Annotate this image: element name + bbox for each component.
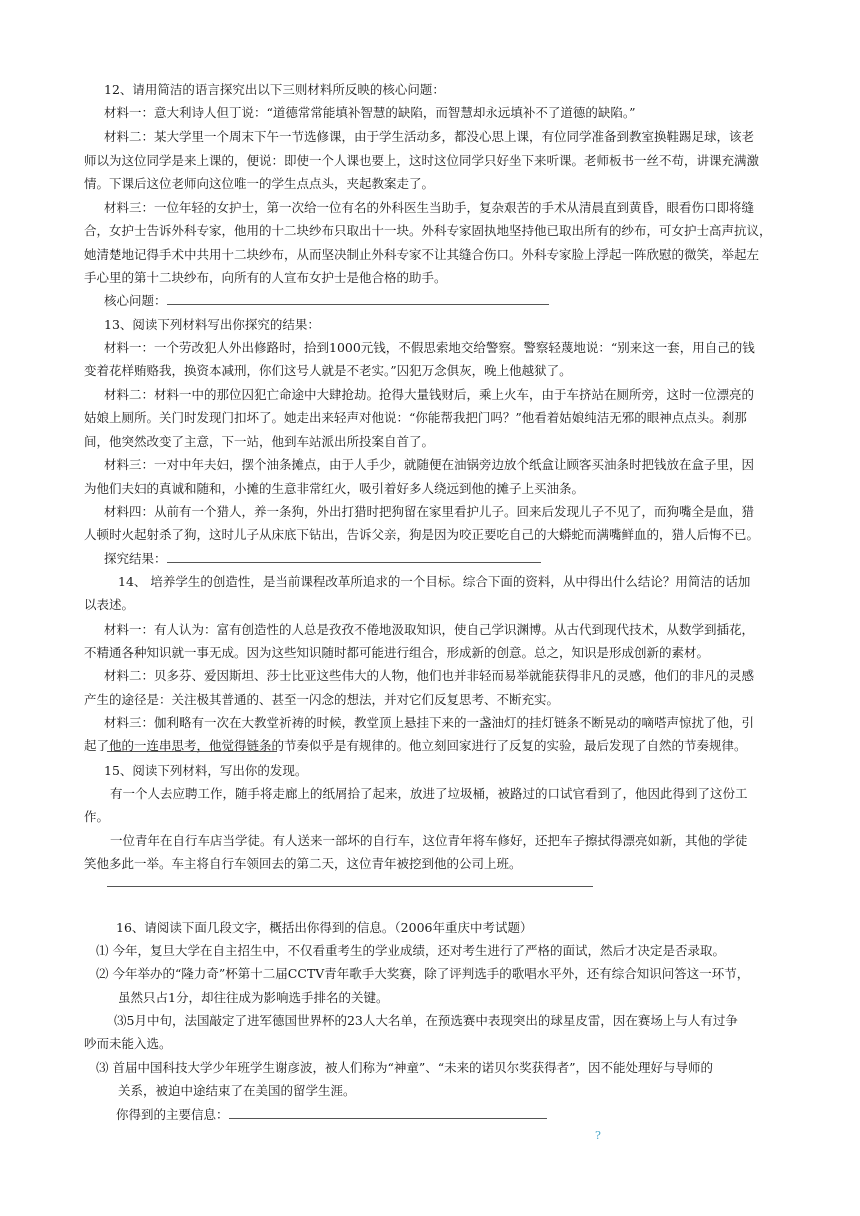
q16-item-2-line-2: 虽然只占1分，却往往成为影响选手排名的关键。 [118,990,389,1005]
q13-answer-row [104,550,541,568]
q14-title-line-1: 14、 培养学生的创造性，是当前课程改革所追求的一个目标。综合下面的资料，从中得出什么结论？用简洁的话加 [118,574,751,589]
q13-title: 13、阅读下列材料写出你探究的结果： [104,317,320,332]
q13-answer-blank[interactable] [167,550,541,563]
page-marker: ? [595,1129,601,1142]
q13-material-4-line-1: 材料四：从前有一个猎人，养一条狗，外出打猎时把狗留在家里看护儿子。回来后发现儿子不见了，而狗嘴全是血，猎 [104,504,755,519]
q16-item-4-line-2: 关系，被迫中途结束了在美国的留学生涯。 [118,1083,356,1098]
q16-item-1: ⑴ 今年，复旦大学在自主招生中，不仅看重考生的学业成绩，还对考生进行了严格的面试，然后才决定是否录取。 [96,943,725,958]
q16-item-2-line-1: ⑵ 今年举办的“隆力奇”杯第十二届CCTV青年歌手大奖赛，除了评判选手的歌唱水平外，还有综合知识问答这一环节， [96,966,750,981]
q12-material-2-line-3: 情。下课后这位老师向这位唯一的学生点点头，夹起教案走了。 [84,176,435,191]
q14-material-3-line-2: 起了他的一连串思考，他觉得链条的节奏似乎是有规律的。他立刻回家进行了反复的实验，最后发现了自然的节奏规律。 [84,738,747,753]
q13-material-2-line-1: 材料二：材料一中的那位囚犯亡命途中大肆抢劫。抢得大量钱财后，乘上火车，由于车挤站在厕所旁，这时一位漂亮的 [104,387,755,402]
q16-item-4-line-1: ⑶ 首届中国科技大学少年班学生谢彦波，被人们称为“神童”、“未来的诺贝尔奖获得者”，因不能处理好与导师的 [96,1060,714,1075]
q16-item-3-line-1: ⑶5月中旬，法国敲定了进军德国世界杯的23人大名单，在预选赛中表现突出的球星皮雷，因在赛场上与人有过争 [114,1013,738,1028]
q12-answer-blank[interactable] [167,292,549,305]
q16-answer-label: 你得到的主要信息： [116,1107,229,1122]
q12-material-3-line-3: 她清楚地记得手术中共用十二块纱布，从而坚决制止外科专家不让其缝合伤口。外科专家脸上浮起一阵欣慰的微笑，举起左 [84,247,760,262]
q13-material-1-line-1: 材料一：一个劳改犯人外出修路时，拾到1000元钱，不假思索地交给警察。警察轻蔑地说：“别来这一套，用自己的钱 [104,340,755,355]
q15-paragraph-2-line-1: 一位青年在自行车店当学徒。有人送来一部坏的自行车，这位青年将车修好，还把车子擦拭得漂亮如新，其他的学徒 [110,833,748,848]
q13-answer-label: 探究结果： [104,551,167,566]
q15-paragraph-2-line-2: 笑他多此一举。车主将自行车领回去的第二天，这位青年被挖到他的公司上班。 [84,856,522,871]
q15-paragraph-1-line-2: 作。 [84,809,110,824]
q12-material-3-line-2: 合，女护士告诉外科专家，他用的十二块纱布只取出十一块。外科专家固执地坚持他已取出所有的纱布，可女护士高声抗议， [84,223,772,238]
q14-material-3-line-1: 材料三：伽利略有一次在大教堂祈祷的时候，教堂顶上悬挂下来的一盏油灯的挂灯链条不断晃动的嘀嗒声惊扰了他，引 [104,715,755,730]
q12-answer-row [104,292,549,310]
q13-material-2-line-2: 姑娘上厕所。关门时发现门扣坏了。她走出来轻声对他说：“你能帮我把门吗？”他看着姑娘纯洁无邪的眼神点点头。刹那 [84,410,747,425]
q12-title: 12、请用简洁的语言探究出以下三则材料所反映的核心问题： [104,82,445,97]
q14-answer-blank[interactable] [107,751,277,752]
q15-paragraph-1-line-1: 有一个人去应聘工作，随手将走廊上的纸屑拾了起来，放进了垃圾桶，被路过的口试官看到了，他因此得到了这份工 [110,786,748,801]
q15-title: 15、阅读下列材料，写出你的发现。 [104,763,308,778]
q13-material-2-line-3: 间，他突然改变了主意，下一站，他到车站派出所投案自首了。 [84,434,435,449]
q13-material-4-line-2: 人顿时火起射杀了狗，这时儿子从床底下钻出，告诉父亲，狗是因为咬正要吃自己的大蟒蛇而满嘴鲜血的，猎人后悔不已。 [84,527,760,542]
q12-material-2-line-2: 师以为这位同学是来上课的，便说：即使一个人课也要上，这时这位同学只好坐下来听课。老师板书一丝不苟，讲课充满激 [84,153,760,168]
q13-material-3-line-2: 为他们夫妇的真诚和随和，小摊的生意非常红火，吸引着好多人绕远到他的摊子上买油条。 [84,481,585,496]
q13-material-3-line-1: 材料三：一对中年夫妇，摆个油条摊点，由于人手少，就随便在油锅旁边放个纸盒让顾客买油条时把钱放在盒子里，因 [104,457,755,472]
q12-answer-label: 核心问题： [104,293,167,308]
q14-material-2-line-2: 产生的途径是：关注极其普通的、甚至一闪念的想法，并对它们反复思考、不断充实。 [84,692,560,707]
q14-material-2-line-1: 材料二：贝多芬、爱因斯坦、莎士比亚这些伟大的人物，他们也并非轻而易举就能获得非凡的灵感，他们的非凡的灵感 [104,668,755,683]
q13-material-1-line-2: 变着花样贿赂我，换资本减刑，你们这号人就是不老实。”囚犯万念俱灰，晚上他越狱了。 [84,363,572,378]
q12-material-3-line-1: 材料三：一位年轻的女护士，第一次给一位有名的外科医生当助手，复杂艰苦的手术从清晨直到黄昏，眼看伤口即将缝 [104,200,755,215]
q14-material-1-line-2: 不精通各种知识就一事无成。因为这些知识随时都可能进行组合，形成新的创意。总之，知识是形成创新的素材。 [84,645,710,660]
q16-answer-blank[interactable] [229,1106,547,1119]
q14-material-1-line-1: 材料一：有人认为：富有创造性的人总是孜孜不倦地汲取知识，使自己学识渊博。从古代到现代技术，从数学到插花， [104,622,755,637]
q16-answer-row [116,1106,547,1124]
q14-title-line-2: 以表述。 [84,597,135,612]
q12-material-3-line-4: 手心里的第十二块纱布，向所有的人宣布女护士是他合格的助手。 [84,270,447,285]
q15-answer-blank[interactable] [107,886,593,887]
q12-material-2-line-1: 材料二：某大学里一个周末下午一节选修课，由于学生活动多，都没心思上课，有位同学准备到教室换鞋踢足球，该老 [104,129,755,144]
q16-item-3-line-2: 吵而未能入选。 [84,1036,172,1051]
q16-title: 16、请阅读下面几段文字，概括出你得到的信息。（2006年重庆中考试题） [116,920,533,935]
q12-material-1: 材料一：意大利诗人但丁说：“道德常常能填补智慧的缺陷，而智慧却永远填补不了道德的缺陷。” [104,105,636,120]
